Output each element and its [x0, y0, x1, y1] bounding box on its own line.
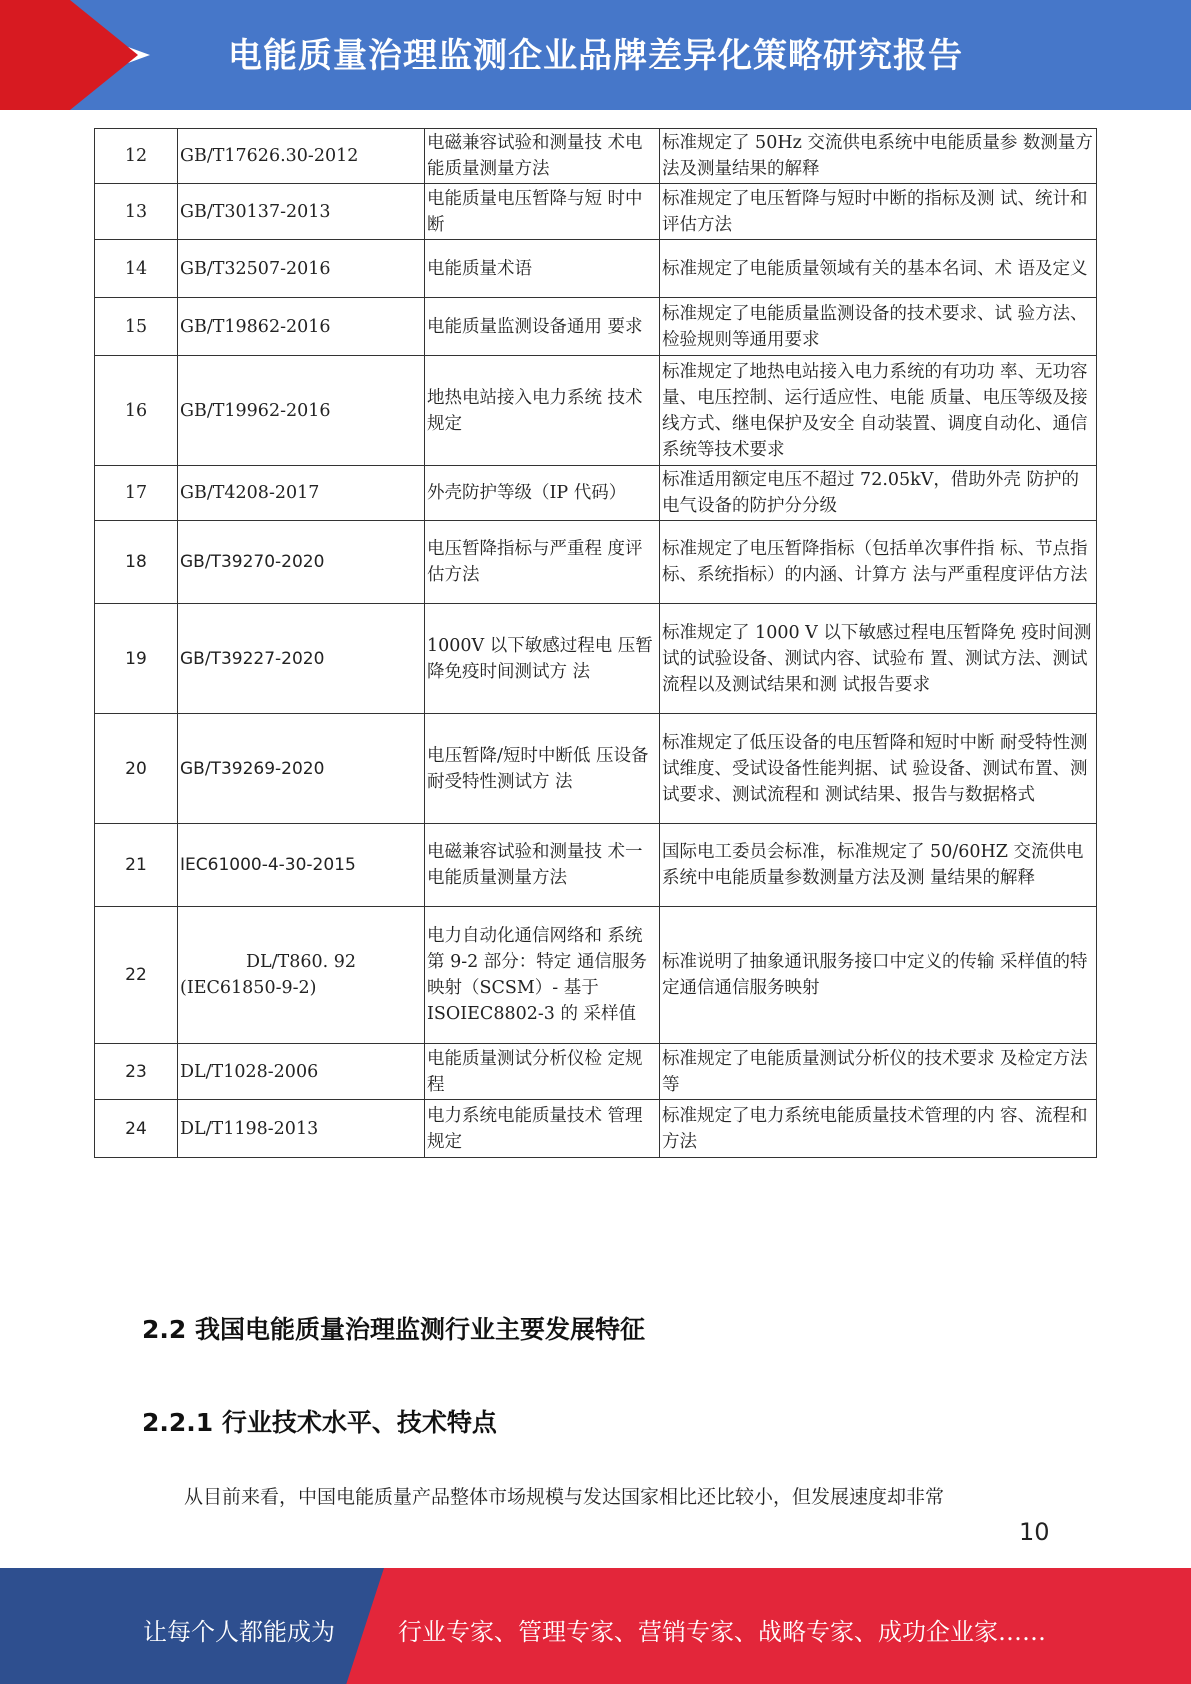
standard-description: 标准规定了电压暂降与短时中断的指标及测 试、统计和评估方法 — [660, 184, 1097, 240]
header-red-chevron — [70, 0, 138, 110]
table-row — [95, 184, 1097, 240]
row-number: 16 — [95, 356, 178, 466]
standard-code: DL/T1198-2013 — [178, 1100, 425, 1158]
row-number: 15 — [95, 298, 178, 356]
table-row — [95, 356, 1097, 466]
table-row — [95, 604, 1097, 714]
standard-description: 标准规定了电压暂降指标（包括单次事件指 标、节点指标、系统指标）的内涵、计算方 法与严重程度评估方法 — [660, 521, 1097, 604]
row-number: 21 — [95, 824, 178, 907]
standard-code: IEC61000-4-30-2015 — [178, 824, 425, 907]
table-row — [95, 824, 1097, 907]
table-row — [95, 907, 1097, 1044]
standard-description: 标准说明了抽象通讯服务接口中定义的传输 采样值的特定通信通信服务映射 — [660, 907, 1097, 1044]
standard-description: 标准规定了电能质量领域有关的基本名词、术 语及定义 — [660, 240, 1097, 298]
standard-description: 标准规定了电力系统电能质量技术管理的内 容、流程和方法 — [660, 1100, 1097, 1158]
standard-code: GB/T39269-2020 — [178, 714, 425, 824]
header-red-block — [0, 0, 70, 110]
standard-name: 电磁兼容试验和测量技 术一电能质量测量方法 — [425, 824, 660, 907]
standard-name: 电能质量术语 — [425, 240, 660, 298]
table-row — [95, 521, 1097, 604]
row-number: 19 — [95, 604, 178, 714]
row-number: 22 — [95, 907, 178, 1044]
row-number: 14 — [95, 240, 178, 298]
standard-name: 1000V 以下敏感过程电 压暂降免疫时间测试方 法 — [425, 604, 660, 714]
standard-description: 标准规定了电能质量测试分析仪的技术要求 及检定方法等 — [660, 1044, 1097, 1100]
page-header — [0, 0, 1191, 110]
standard-name: 地热电站接入电力系统 技术规定 — [425, 356, 660, 466]
footer-slogan-left: 让每个人都能成为 — [143, 1618, 335, 1646]
standard-code-line: DL/T860. 92 — [245, 952, 357, 972]
standard-description: 标准规定了低压设备的电压暂降和短时中断 耐受特性测试维度、受试设备性能判据、试 验设备、测试布置、测试要求、测试流程和 测试结果、报告与数据格式 — [660, 714, 1097, 824]
table-row — [95, 714, 1097, 824]
standard-description: 标准规定了地热电站接入电力系统的有功功 率、无功容量、电压控制、运行适应性、电能 质量、电压等级及接线方式、继电保护及安全 自动装置、调度自动化、通信系统等技术要求 — [660, 356, 1097, 466]
standard-name: 电能质量电压暂降与短 时中断 — [425, 184, 660, 240]
table-row — [95, 240, 1097, 298]
standard-code: GB/T19862-2016 — [178, 298, 425, 356]
body-paragraph: 从目前来看，中国电能质量产品整体市场规模与发达国家相比还比较小，但发展速度却非常 — [184, 1486, 945, 1508]
subsection-heading: 2.2.1 行业技术水平、技术特点 — [142, 1408, 497, 1437]
report-title: 电能质量治理监测企业品牌差异化策略研究报告 — [228, 36, 963, 76]
table-row — [95, 1100, 1097, 1158]
standard-name: 电能质量测试分析仪检 定规程 — [425, 1044, 660, 1100]
standard-name: 电能质量监测设备通用 要求 — [425, 298, 660, 356]
standard-code: GB/T30137-2013 — [178, 184, 425, 240]
table-row — [95, 298, 1097, 356]
standard-description: 国际电工委员会标准，标准规定了 50/60HZ 交流供电系统中电能质量参数测量方法及测 量结果的解释 — [660, 824, 1097, 907]
standard-name: 外壳防护等级（IP 代码） — [425, 466, 660, 521]
standard-code: GB/T39270-2020 — [178, 521, 425, 604]
standard-code — [178, 907, 425, 1044]
standard-description: 标准规定了 1000 V 以下敏感过程电压暂降免 疫时间测试的试验设备、测试内容、试验布 置、测试方法、测试流程以及测试结果和测 试报告要求 — [660, 604, 1097, 714]
row-number: 23 — [95, 1044, 178, 1100]
standard-code: DL/T1028-2006 — [178, 1044, 425, 1100]
standard-description: 标准规定了 50Hz 交流供电系统中电能质量参 数测量方法及测量结果的解释 — [660, 129, 1097, 184]
standard-name: 电力自动化通信网络和 系统第 9-2 部分：特定 通信服务映射（SCSM）- 基于 ISOIEC8802-3 的 采样值 — [425, 907, 660, 1044]
table-row — [95, 1044, 1097, 1100]
standard-code: GB/T4208-2017 — [178, 466, 425, 521]
standard-description: 标准适用额定电压不超过 72.05kV，借助外壳 防护的电气设备的防护分分级 — [660, 466, 1097, 521]
standards-table — [94, 128, 1097, 1158]
standard-code: GB/T39227-2020 — [178, 604, 425, 714]
standard-code: GB/T19962-2016 — [178, 356, 425, 466]
row-number: 20 — [95, 714, 178, 824]
standard-name: 电力系统电能质量技术 管理规定 — [425, 1100, 660, 1158]
table-row — [95, 466, 1097, 521]
footer-slogan-right: 行业专家、管理专家、营销专家、战略专家、成功企业家…… — [398, 1618, 1046, 1646]
standard-code-line: (IEC61850-9-2) — [180, 978, 317, 998]
page-number: 10 — [1019, 1518, 1050, 1546]
row-number: 18 — [95, 521, 178, 604]
standard-name: 电磁兼容试验和测量技 术电能质量测量方法 — [425, 129, 660, 184]
standard-code: GB/T17626.30-2012 — [178, 129, 425, 184]
row-number: 12 — [95, 129, 178, 184]
row-number: 24 — [95, 1100, 178, 1158]
row-number: 13 — [95, 184, 178, 240]
standard-name: 电压暂降/短时中断低 压设备耐受特性测试方 法 — [425, 714, 660, 824]
standard-name: 电压暂降指标与严重程 度评估方法 — [425, 521, 660, 604]
table-row — [95, 129, 1097, 184]
row-number: 17 — [95, 466, 178, 521]
section-heading: 2.2 我国电能质量治理监测行业主要发展特征 — [142, 1315, 645, 1344]
page-footer — [0, 1568, 1191, 1684]
standard-description: 标准规定了电能质量监测设备的技术要求、试 验方法、检验规则等通用要求 — [660, 298, 1097, 356]
standard-code: GB/T32507-2016 — [178, 240, 425, 298]
